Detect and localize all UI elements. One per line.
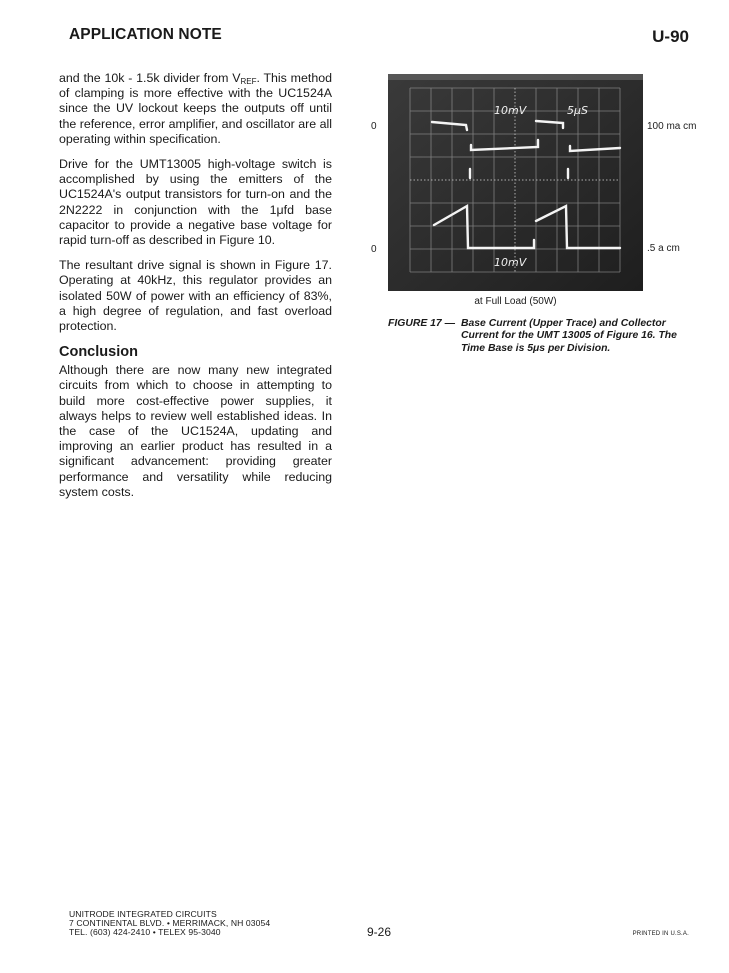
lower-scale-label: .5 a cm (647, 243, 680, 254)
figure-caption: FIGURE 17 — Base Current (Upper Trace) and Collector Current for the UMT 13005 of Figure 16. The Time Base is 5μs per Division. (388, 318, 677, 354)
zero-reference-lower: 0 (371, 244, 377, 255)
printed-note: PRINTED IN U.S.A. (632, 931, 689, 937)
paragraph-drive: Drive for the UMT13005 high-voltage switch is accomplished by using the emitters of the UC1524A's output transistors for turn-on and the 2N2222 in conjunction with the 1μfd base capacitor to provide a negative base voltage for rapid turn-off as described in Figure 10. (59, 157, 332, 248)
oscilloscope-photo (388, 74, 643, 291)
zero-reference-upper: 0 (371, 121, 377, 132)
left-column (59, 71, 332, 510)
subscript-ref: REF (240, 77, 257, 86)
paragraph-conclusion: Although there are now many new integrated circuits from which to choose in attempting to build more cost-effective power supplies, it always helps to review well established ideas. In the case of the UC1524A, updating and improving an earlier product has resulted in a significant advancement: providing greater performance and versatility while reducing system costs. (59, 363, 332, 499)
footer-address (69, 910, 270, 938)
document-id: U-90 (652, 27, 689, 46)
upper-volts-label: 10mV (494, 104, 527, 117)
paragraph-clamping: and the 10k - 1.5k divider from $V_{REF}$. This method of clamping is more effective with the UC1524A since the UV lockout keeps the outputs off until the reference, error amplifier, and oscillator are all operating within specification. (59, 71, 332, 146)
page-number: 9-26 (367, 925, 392, 939)
header-title: APPLICATION NOTE (69, 26, 222, 43)
footer-company: UNITRODE INTEGRATED CIRCUITS (69, 909, 217, 919)
conclusion-heading: Conclusion (59, 344, 138, 361)
paragraph-resultant: The resultant drive signal is shown in Figure 17. Operating at 40kHz, this regulator provides an isolated 50W of power with an efficiency of 83%, a high degree of regulation, and fast overload protection. (59, 258, 332, 334)
time-base-label: 5μS (567, 104, 588, 117)
lower-volts-label: 10mV (494, 256, 527, 269)
footer-street: 7 CONTINENTAL BLVD. • MERRIMACK, NH 03054 (69, 918, 271, 929)
oscilloscope-trace-graphic (388, 74, 643, 291)
figure-label: FIGURE 17 — (388, 318, 455, 329)
upper-scale-label: 100 ma cm (647, 121, 697, 132)
figure-subtitle: at Full Load (50W) (474, 296, 557, 307)
footer-contact: TEL. (603) 424-2410 • TELEX 95-3040 (69, 927, 221, 938)
